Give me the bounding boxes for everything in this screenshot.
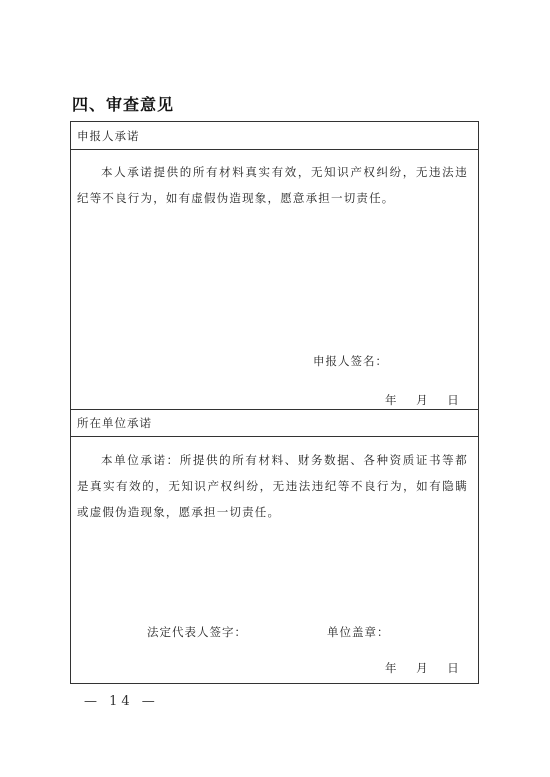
applicant-signature-label: 申报人签名：	[313, 354, 388, 368]
applicant-commitment-header: 申报人承诺	[71, 122, 478, 150]
unit-commitment-text: 本单位承诺：所提供的所有材料、财务数据、各种资质证书等都是真实有效的，无知识产权纠纷，无违法违纪等不良行为，如有隐瞒或虚假伪造现象，愿承担一切责任。	[77, 453, 468, 519]
applicant-commitment-text: 本人承诺提供的所有材料真实有效，无知识产权纠纷，无违法违纪等不良行为，如有虚假伪造现象，愿意承担一切责任。	[77, 165, 468, 205]
legal-representative-signature-label: 法定代表人签字：	[147, 625, 247, 639]
unit-seal-label: 单位盖章：	[327, 625, 390, 639]
review-opinion-table	[70, 121, 479, 684]
unit-commitment-header: 所在单位承诺	[71, 409, 478, 437]
page-number: — 14 —	[84, 694, 159, 709]
applicant-date-line: 年 月 日	[385, 393, 460, 407]
section-title: 四、审查意见	[72, 95, 175, 114]
unit-date-line: 年 月 日	[385, 661, 460, 675]
